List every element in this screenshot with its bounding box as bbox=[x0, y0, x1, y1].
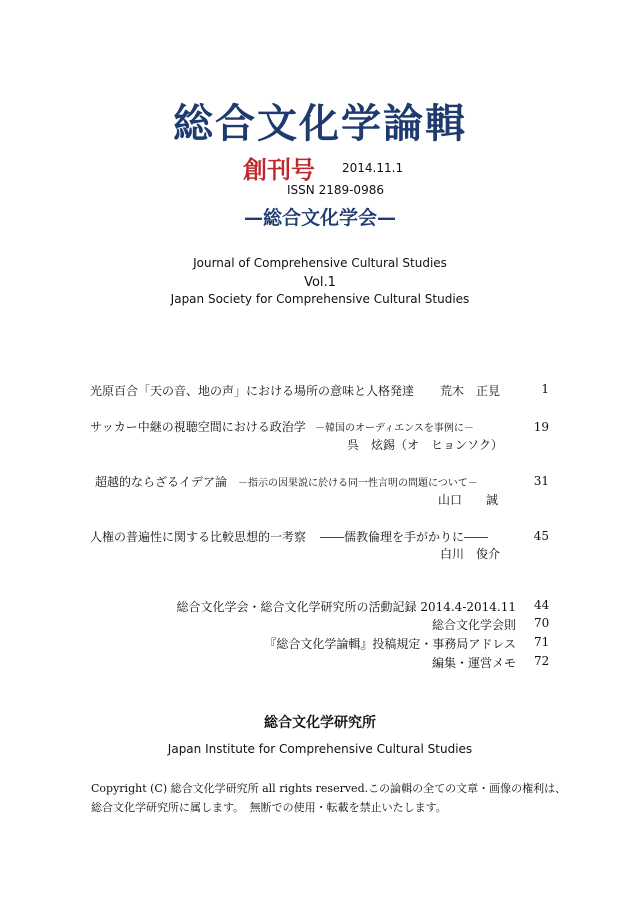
misc-item-label[interactable]: 『総合文化学論輯』投稿規定・事務局アドレス bbox=[264, 637, 516, 651]
journal-title-en: Journal of Comprehensive Cultural Studies bbox=[193, 256, 447, 270]
toc-subtitle: ――儒教倫理を手がかりに―― bbox=[320, 530, 489, 544]
institute-name-en: Japan Institute for Comprehensive Cultural Studies bbox=[167, 742, 473, 756]
misc-item-label[interactable]: 編集・運営メモ bbox=[431, 656, 516, 670]
toc-author: 白川 俊介 bbox=[440, 547, 501, 561]
misc-item-page: 72 bbox=[534, 654, 550, 668]
toc-author: 山口 誠 bbox=[438, 493, 499, 507]
toc-page: 31 bbox=[533, 474, 549, 488]
toc-page: 1 bbox=[541, 382, 549, 396]
toc-subtitle: －韓国のオーディエンスを事例に－ bbox=[315, 423, 474, 434]
toc-title[interactable]: 光原百合「天の音、地の声」における場所の意味と人格発達 bbox=[90, 384, 415, 398]
society-name-en: Japan Society for Comprehensive Cultural Studies bbox=[170, 292, 470, 306]
misc-item-page: 44 bbox=[534, 598, 550, 612]
toc-subtitle: －指示の因果説に於ける同一性言明の問題について－ bbox=[238, 478, 478, 489]
volume-label: Vol.1 bbox=[304, 275, 336, 290]
journal-title: 総合文化学論輯 bbox=[173, 101, 467, 147]
misc-item-label[interactable]: 総合文化学会・総合文化学研究所の活動記録 2014.4-2014.11 bbox=[176, 600, 516, 614]
copyright-line: Copyright (C) 総合文化学研究所 all rights reserved.この論輯の全ての文章・画像の権利は、 bbox=[91, 782, 567, 795]
issn: ISSN 2189-0986 bbox=[287, 183, 384, 197]
toc-author: 呉 炫錫（オ ヒョンソク） bbox=[347, 438, 503, 452]
misc-item-page: 70 bbox=[534, 616, 550, 630]
toc-title[interactable]: 人権の普遍性に関する比較思想的一考察 bbox=[90, 530, 307, 544]
issue-label: 創刊号 bbox=[243, 156, 315, 184]
institute-name: 総合文化学研究所 bbox=[264, 715, 376, 731]
misc-item-page: 71 bbox=[534, 635, 550, 649]
toc-page: 45 bbox=[533, 529, 549, 543]
toc-title[interactable]: サッカー中継の視聴空間における政治学 bbox=[90, 420, 306, 434]
issue-date: 2014.11.1 bbox=[342, 161, 404, 175]
toc-author: 荒木 正見 bbox=[440, 384, 501, 398]
toc-page: 19 bbox=[533, 420, 549, 434]
society-name: —総合文化学会— bbox=[243, 207, 396, 229]
copyright-line: 総合文化学研究所に属します。 無断での使用・転載を禁止いたします。 bbox=[91, 801, 447, 814]
toc-title[interactable]: 超越的ならざるイデア論 bbox=[95, 475, 228, 489]
misc-item-label[interactable]: 総合文化学会則 bbox=[431, 618, 516, 632]
